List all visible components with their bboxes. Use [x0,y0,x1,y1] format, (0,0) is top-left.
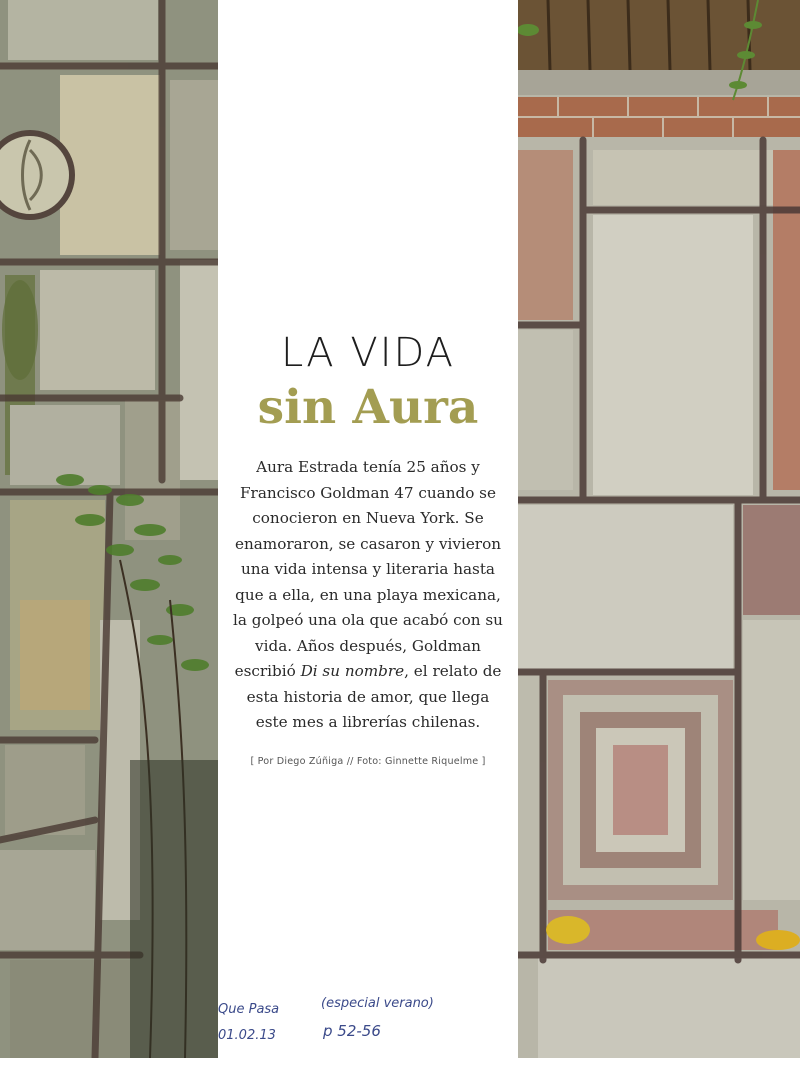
lead-text-end: , el relato de esta historia de amor, que llega este mes a librerías chilenas. [246,662,502,731]
handwritten-source: Que Pasa [218,1002,280,1017]
book-title: Di su nombre [300,662,405,680]
stone-wall-photo-left [0,0,218,1058]
article-column [218,0,518,1058]
byline-credit: [ Por Diego Zúñiga // Foto: Ginnette Riquelme ] [250,756,486,767]
lead-text: Aura Estrada tenía 25 años y Francisco Goldman 47 cuando se conocieron en Nueva York. Se enamoraron, se casaron y vivieron una vida intensa y literaria hasta que a ella, en una playa mexicana, la golpeó una ola que acabó con su vida. Años después, Goldman escribió [233,458,503,680]
headline-line-1: LA VIDA [281,330,455,376]
handwritten-pages: p 52-56 [323,1022,381,1040]
headline-line-2: sin Aura [257,380,479,435]
handwritten-edition: (especial verano) [321,996,434,1011]
stone-wall-photo-right [518,0,800,1058]
handwritten-date: 01.02.13 [218,1028,276,1043]
article-lead [232,455,504,736]
